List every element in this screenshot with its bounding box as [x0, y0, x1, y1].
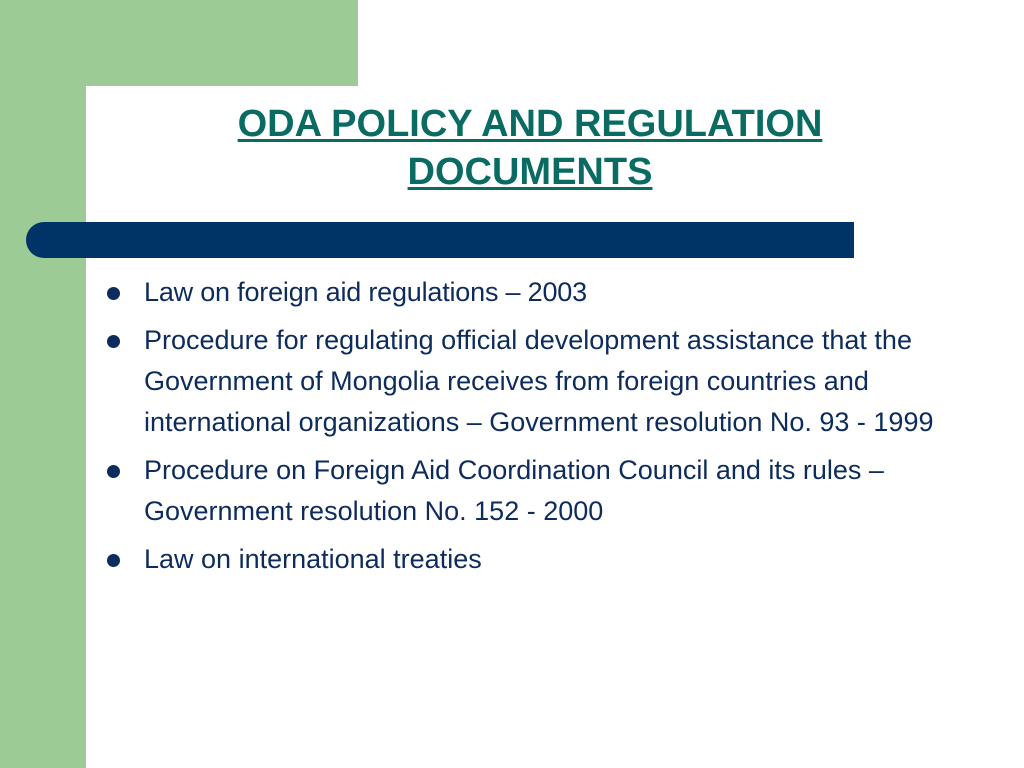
bullet-icon	[107, 335, 120, 348]
green-top-decoration	[0, 0, 358, 86]
list-item	[100, 320, 950, 443]
bullet-text: Procedure on Foreign Aid Coordination Council and its rules – Government resolution No. 152 - 2000	[144, 455, 884, 526]
bullet-list	[100, 272, 950, 587]
bullet-text: Law on foreign aid regulations – 2003	[144, 277, 587, 307]
bullet-icon	[107, 554, 120, 567]
green-sidebar-decoration	[0, 0, 86, 768]
title-divider-bar	[26, 222, 854, 258]
bullet-icon	[107, 287, 120, 300]
bullet-icon	[107, 465, 120, 478]
bullet-text: Procedure for regulating official development assistance that the Government of Mongolia receives from foreign countries and international organizations – Government resolution No. 93 - 1999	[144, 325, 934, 437]
slide-title-line-1: ODA POLICY AND REGULATION	[237, 103, 823, 145]
list-item	[100, 539, 950, 580]
list-item	[100, 272, 950, 313]
bullet-text: Law on international treaties	[144, 544, 482, 574]
list-item	[100, 450, 950, 532]
slide-title	[120, 100, 940, 196]
slide-title-line-2: DOCUMENTS	[407, 151, 653, 193]
